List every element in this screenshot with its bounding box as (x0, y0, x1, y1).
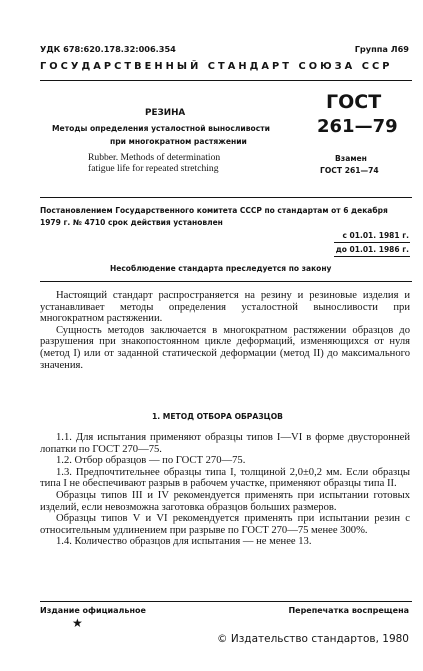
gost-label: ГОСТ (326, 91, 382, 113)
title-en-line2: fatigue life for repeated stretching (88, 163, 219, 174)
effective-until: до 01.01. 1986 г. (335, 245, 409, 254)
title-ru-line1: Методы определения усталостной выносливости (52, 124, 270, 133)
clause-1-1: 1.1. Для испытания применяют образцы типов I—VI в форме двусторонней лопатки по ГОСТ 270—75. (40, 432, 410, 455)
effective-from-rule (334, 242, 410, 243)
replaces-value: ГОСТ 261—74 (320, 166, 379, 175)
gost-number: 261—79 (317, 116, 398, 137)
publisher-copyright: © Издательство стандартов, 1980 (217, 633, 409, 645)
title-en-line1: Rubber. Methods of determination (88, 152, 221, 163)
state-standard-banner: ГОСУДАРСТВЕННЫЙ СТАНДАРТ СОЮЗА ССР (40, 61, 393, 72)
intro-paragraph-2: Сущность методов заключается в многократном растяжении образцов до разрушения при знакопостоянном цикле деформаций, изменяющихся от нуля (метод I) или от заданной статической деформации (метод II) до максимального значения. (40, 324, 410, 371)
section-1-heading: 1. МЕТОД ОТБОРА ОБРАЗЦОВ (152, 412, 283, 421)
effective-from: с 01.01. 1981 г. (342, 231, 409, 240)
reprint-forbidden: Перепечатка воспрещена (288, 606, 409, 615)
section-1-text (40, 432, 410, 548)
decree-line2: 1979 г. № 4710 срок действия установлен (40, 218, 223, 227)
prosecution-notice: Несоблюдение стандарта преследуется по закону (110, 264, 332, 273)
subject-title: РЕЗИНА (145, 108, 186, 118)
title-rule (40, 197, 412, 198)
clause-types-3-4: Образцы типов III и IV рекомендуется применять при испытании готовых изделий, если невозможна заготовка образцов больших размеров. (40, 489, 410, 513)
clause-1-4: 1.4. Количество образцов для испытания — не менее 13. (56, 536, 312, 548)
replaces-label: Взамен (335, 154, 367, 163)
clause-1-3: 1.3. Предпочтительнее образцы типа I, толщиной 2,0±0,2 мм. Если образцы типа I не обеспечивают разрыв в рабочем участке, применяют образцы типа II. (40, 466, 410, 490)
effective-until-rule (334, 256, 410, 257)
intro-paragraph-1: Настоящий стандарт распространяется на резину и резиновые изделия и устанавливает методы определения усталостной выносливости при многократном растяжении. (40, 290, 410, 325)
header-rule (40, 80, 412, 81)
footer-rule (40, 601, 412, 602)
star-icon: ★ (72, 616, 83, 630)
clause-1-2: 1.2. Отбор образцов — по ГОСТ 270—75. (56, 455, 246, 467)
udk-code: УДК 678:620.178.32:006.354 (40, 44, 176, 54)
group-code: Группа Л69 (354, 44, 409, 54)
title-ru-line2: при многократном растяжении (110, 137, 247, 146)
decree-line1: Постановлением Государственного комитета СССР по стандартам от 6 декабря (40, 206, 388, 215)
notice-rule (40, 281, 412, 282)
official-edition: Издание официальное (40, 606, 146, 615)
intro-text (40, 290, 410, 371)
clause-types-5-6: Образцы типов V и VI рекомендуется применять при испытании резин с относительным удлинением при разрыве по ГОСТ 270—75 менее 300%. (40, 513, 410, 536)
